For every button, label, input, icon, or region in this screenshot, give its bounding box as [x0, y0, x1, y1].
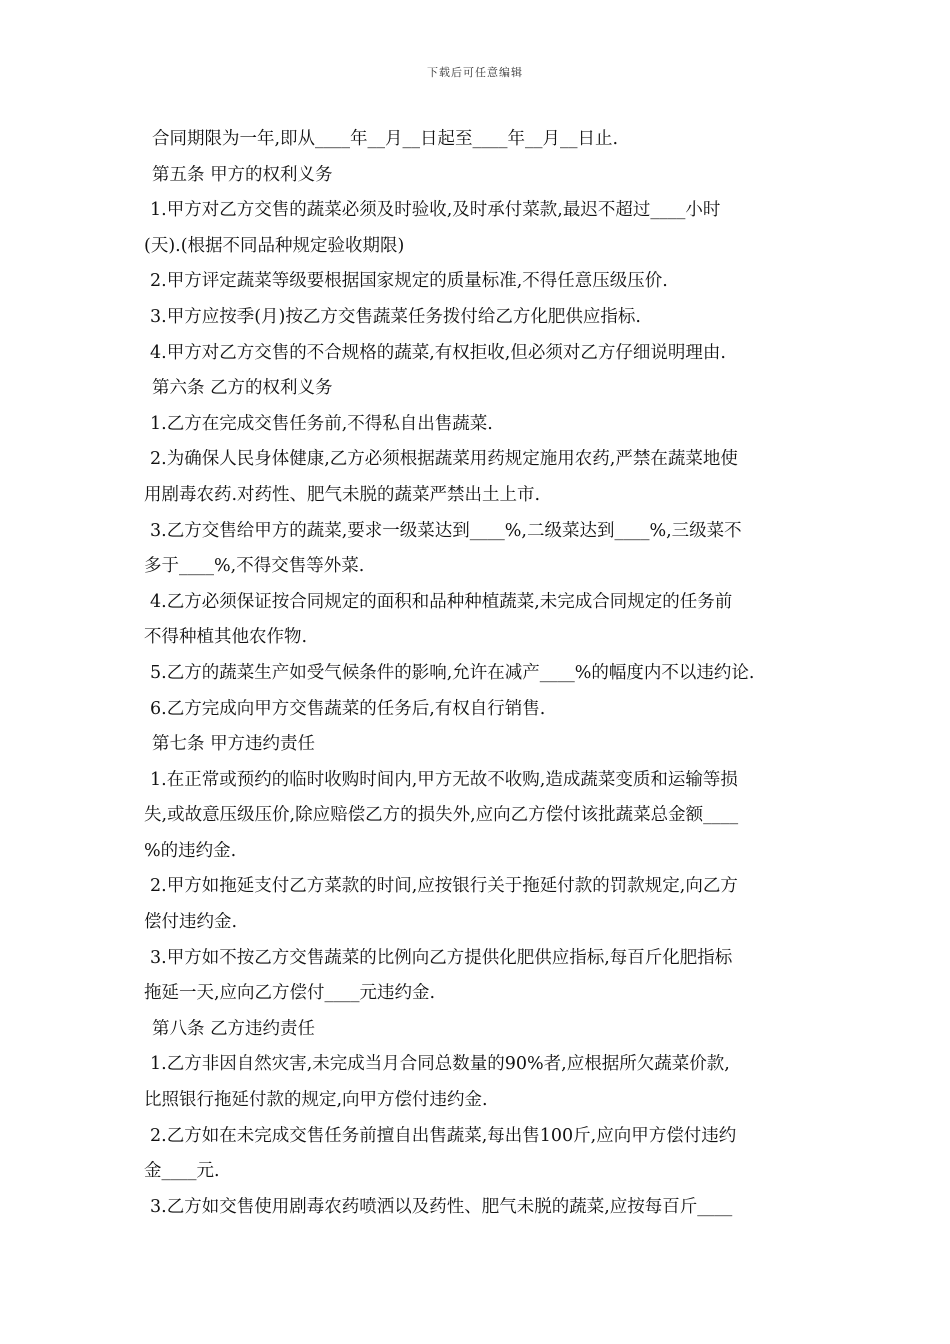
- paragraph-line: (天).(根据不同品种规定验收期限): [144, 235, 405, 256]
- paragraph-line: 1.乙方非因自然灾害,未完成当月合同总数量的90%者,应根据所欠蔬菜价款,: [150, 1054, 730, 1075]
- document-body: [144, 122, 810, 1225]
- paragraph-line: 3.乙方交售给甲方的蔬菜,要求一级菜达到____%,二级菜达到____%,三级菜不: [150, 520, 742, 541]
- paragraph-line: 3.乙方如交售使用剧毒农药喷洒以及药性、肥气未脱的蔬菜,应按每百斤____: [150, 1196, 733, 1217]
- section-heading: 第八条 乙方违约责任: [152, 1018, 316, 1039]
- paragraph-line: 比照银行拖延付款的规定,向甲方偿付违约金.: [144, 1090, 488, 1111]
- paragraph-line: 2.为确保人民身体健康,乙方必须根据蔬菜用药规定施用农药,严禁在蔬菜地使: [150, 449, 738, 470]
- paragraph-line: 2.甲方评定蔬菜等级要根据国家规定的质量标准,不得任意压级压价.: [150, 271, 668, 292]
- paragraph-line: %的违约金.: [144, 840, 237, 861]
- paragraph-line: 失,或故意压级压价,除应赔偿乙方的损失外,应向乙方偿付该批蔬菜总金额____: [144, 805, 739, 826]
- paragraph-line: 2.甲方如拖延支付乙方菜款的时间,应按银行关于拖延付款的罚款规定,向乙方: [150, 876, 738, 897]
- paragraph-line: 2.乙方如在未完成交售任务前擅自出售蔬菜,每出售100斤,应向甲方偿付违约: [150, 1125, 737, 1146]
- paragraph-line: 金____元.: [144, 1161, 220, 1182]
- paragraph-line: 4.乙方必须保证按合同规定的面积和品种种植蔬菜,未完成合同规定的任务前: [150, 591, 733, 612]
- paragraph-line: 多于____%,不得交售等外菜.: [144, 556, 365, 577]
- paragraph-line: 1.甲方对乙方交售的蔬菜必须及时验收,及时承付菜款,最迟不超过____小时: [150, 200, 721, 221]
- paragraph-line: 用剧毒农药.对药性、肥气未脱的蔬菜严禁出土上市.: [144, 484, 541, 505]
- paragraph-line: 3.甲方如不按乙方交售蔬菜的比例向乙方提供化肥供应指标,每百斤化肥指标: [150, 947, 733, 968]
- section-heading: 第七条 甲方违约责任: [152, 734, 316, 755]
- paragraph-line: 1.乙方在完成交售任务前,不得私自出售蔬菜.: [150, 413, 493, 434]
- paragraph-line: 1.在正常或预约的临时收购时间内,甲方无故不收购,造成蔬菜变质和运输等损: [150, 769, 738, 790]
- section-heading: 第五条 甲方的权利义务: [152, 164, 333, 185]
- section-heading: 合同期限为一年,即从____年__月__日起至____年__月__日止.: [152, 129, 619, 149]
- paragraph-line: 5.乙方的蔬菜生产如受气候条件的影响,允许在减产____%的幅度内不以违约论.: [150, 662, 755, 683]
- section-heading: 第六条 乙方的权利义务: [152, 378, 333, 399]
- paragraph-line: 不得种植其他农作物.: [144, 627, 308, 648]
- paragraph-line: 偿付违约金.: [144, 912, 238, 933]
- paragraph-line: 拖延一天,应向乙方偿付____元违约金.: [144, 983, 436, 1004]
- paragraph-line: 6.乙方完成向甲方交售蔬菜的任务后,有权自行销售.: [150, 698, 546, 719]
- paragraph-line: 4.甲方对乙方交售的不合规格的蔬菜,有权拒收,但必须对乙方仔细说明理由.: [150, 342, 726, 363]
- paragraph-line: 3.甲方应按季(月)按乙方交售蔬菜任务拨付给乙方化肥供应指标.: [150, 306, 641, 327]
- page-header-note: 下载后可任意编辑: [427, 66, 523, 79]
